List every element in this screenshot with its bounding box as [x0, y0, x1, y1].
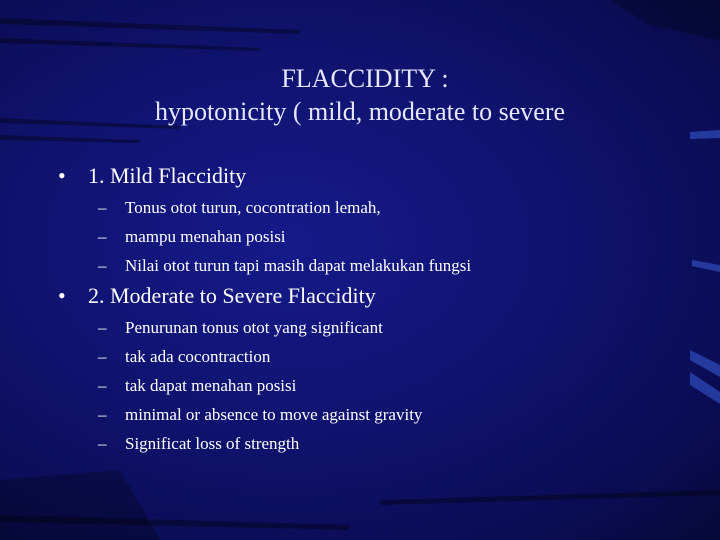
list-item	[98, 376, 296, 396]
list-item-text: mampu menahan posisi	[125, 227, 286, 246]
dash-icon: –	[98, 227, 107, 246]
list-item-text: tak dapat menahan posisi	[125, 376, 297, 395]
title-line-2: hypotonicity ( mild, moderate to severe	[154, 97, 566, 126]
list-item	[98, 256, 471, 276]
bullet-icon: •	[58, 283, 66, 308]
list-item	[98, 347, 270, 367]
list-item	[98, 434, 299, 454]
dash-icon: –	[98, 405, 107, 424]
section-heading-text: 1. Mild Flaccidity	[88, 163, 247, 188]
dash-icon: –	[98, 256, 107, 275]
dash-icon: –	[98, 347, 107, 366]
bullet-icon: •	[58, 163, 66, 188]
title-line-1: FLACCIDITY :	[281, 64, 449, 93]
section-heading-text: 2. Moderate to Severe Flaccidity	[88, 283, 376, 308]
dash-icon: –	[98, 318, 107, 337]
dash-icon: –	[98, 198, 107, 217]
list-item	[98, 227, 286, 247]
dash-icon: –	[98, 434, 107, 453]
list-item-text: Nilai otot turun tapi masih dapat melakukan fungsi	[125, 256, 472, 275]
list-item-text: Tonus otot turun, cocontration lemah,	[125, 198, 381, 217]
list-item-text: tak ada cocontraction	[125, 347, 271, 366]
section-heading-mild	[58, 163, 246, 189]
list-item-text: Significat loss of strength	[125, 434, 300, 453]
dash-icon: –	[98, 376, 107, 395]
section-heading-moderate-severe	[58, 283, 376, 309]
list-item	[98, 198, 381, 218]
list-item	[98, 405, 422, 425]
list-item	[98, 318, 383, 338]
list-item-text: Penurunan tonus otot yang significant	[125, 318, 383, 337]
list-item-text: minimal or absence to move against gravity	[125, 405, 423, 424]
